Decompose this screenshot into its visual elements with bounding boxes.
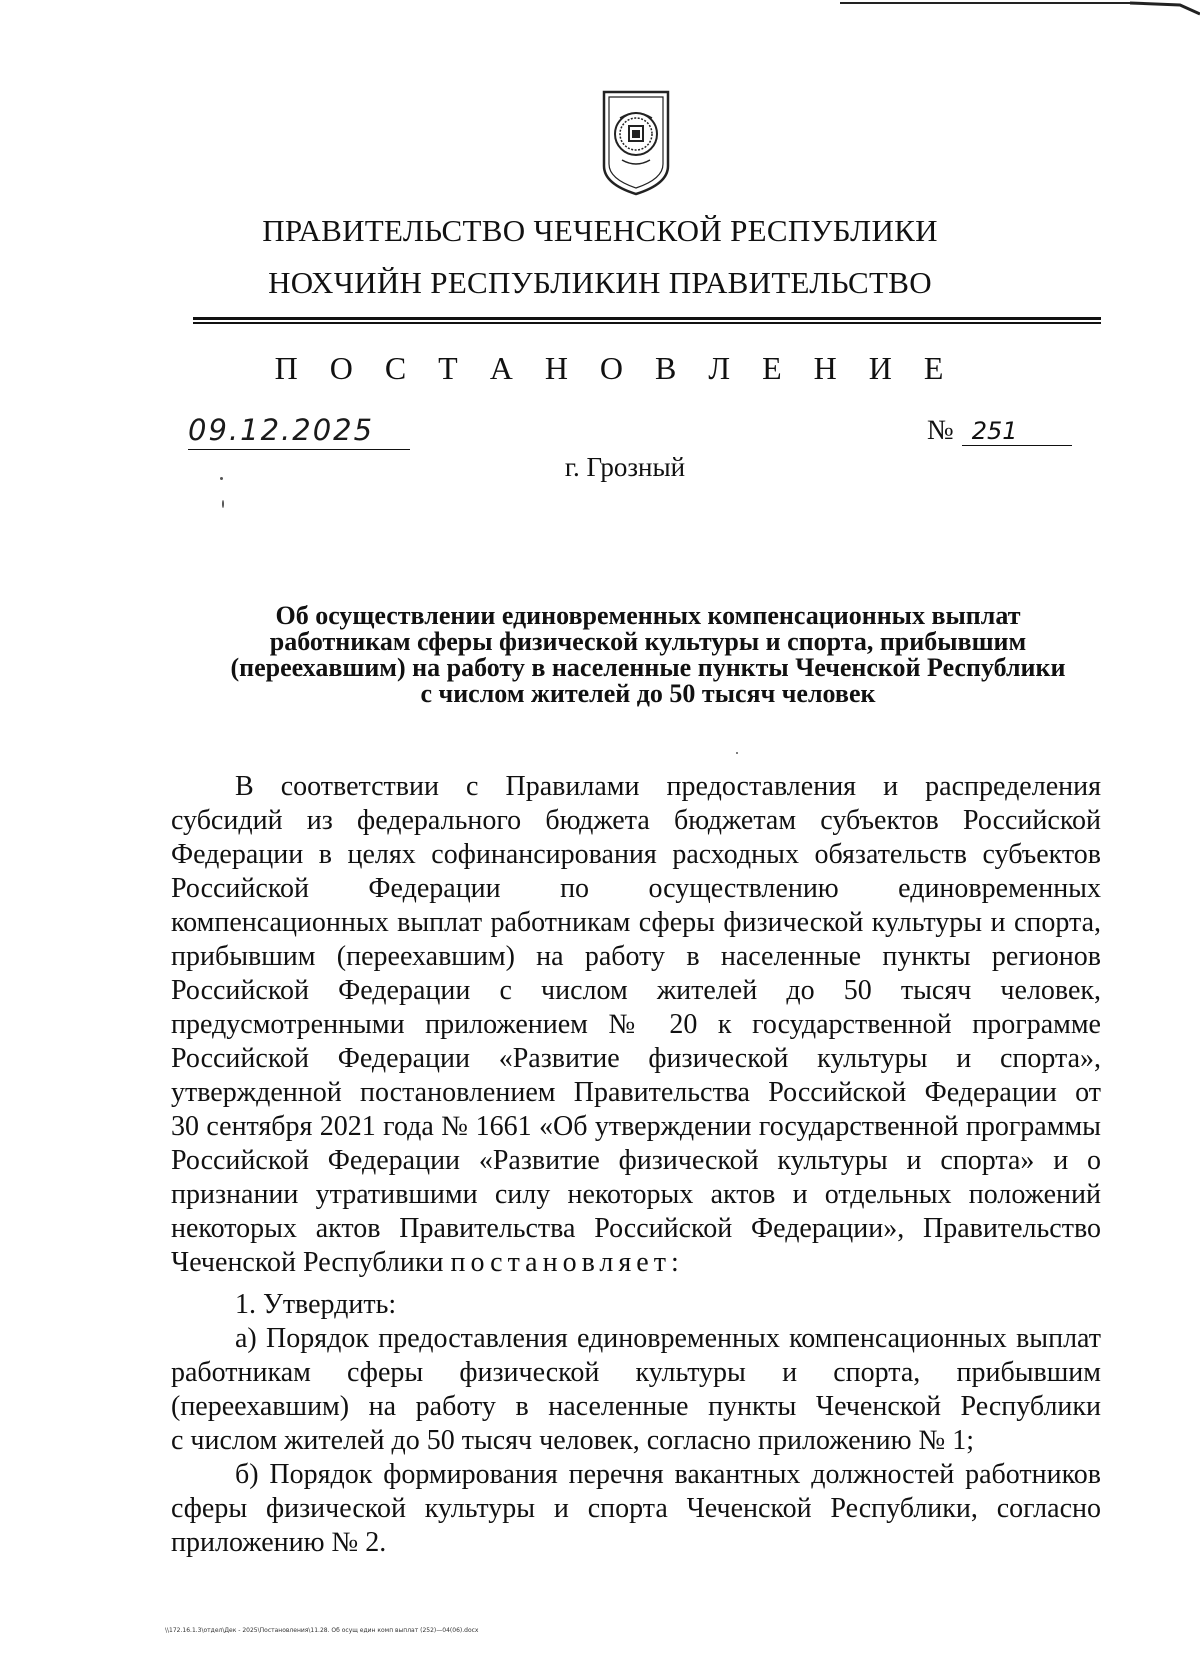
republic-name: Чеченской Республики — [171, 1247, 444, 1278]
scan-speck — [222, 500, 224, 508]
item-1-heading: 1. Утвердить: — [235, 1289, 397, 1320]
title-line: Об осуществлении единовременных компенсационных выплат — [275, 601, 1021, 630]
item-a — [171, 1322, 1101, 1458]
text-line: некоторых актов Правительства Российской Федерации», Правительство — [171, 1213, 1101, 1244]
resolves-word: постановляет: — [450, 1247, 684, 1278]
scan-speck — [736, 752, 738, 754]
text-line: с числом жителей до 50 тысяч человек, согласно приложению № 1; — [171, 1425, 975, 1456]
text-line: признании утратившими силу некоторых актов и отдельных положений — [171, 1179, 1101, 1210]
header-divider — [193, 317, 1101, 320]
title-line: работникам сферы физической культуры и спорта, прибывшим — [269, 627, 1027, 656]
item-b — [171, 1458, 1101, 1560]
document-type-heading: П О С Т А Н О В Л Е Н И Е — [274, 350, 956, 386]
document-date: 09.12.2025 — [188, 413, 410, 450]
text-line: Федерации в целях софинансирования расходных обязательств субъектов — [171, 839, 1101, 870]
text-line: приложению № 2. — [171, 1527, 387, 1558]
text-line: Российской Федерации «Развитие физической культуры и спорта», — [171, 1043, 1101, 1074]
text-line: сферы физической культуры и спорта Чеченской Республики, согласно — [171, 1493, 1101, 1524]
number-sign: № — [927, 415, 954, 446]
document-title — [193, 603, 1103, 707]
preamble-paragraph — [171, 770, 1101, 1280]
text-line: Российской Федерации «Развитие физической культуры и спорта» и о — [171, 1145, 1101, 1176]
text-line: работникам сферы физической культуры и спорта, прибывшим — [171, 1357, 1101, 1388]
document-number: 251 — [962, 417, 1072, 446]
text-line: прибывшим (переехавшим) на работу в населенные пункты регионов — [171, 941, 1101, 972]
document-number-block — [927, 415, 1072, 447]
title-line: с числом жителей до 50 тысяч человек — [420, 679, 876, 708]
document-city: г. Грозный — [564, 452, 686, 482]
title-line: (переехавшим) на работу в населенные пункты Чеченской Республики — [230, 653, 1066, 682]
text-line: Российской Федерации по осуществлению единовременных — [171, 873, 1101, 904]
text-line-final — [171, 1246, 1101, 1280]
item-1 — [171, 1288, 1101, 1322]
footer-file-path: \\172.16.1.3\отдел\Дек - 2025\Постановления\11.28. Об осущ един комп выплат (252)—04(06).docx — [165, 1627, 479, 1634]
text-line: а) Порядок предоставления единовременных компенсационных выплат — [235, 1323, 1101, 1354]
text-line: утвержденной постановлением Правительства Российской Федерации от — [171, 1077, 1101, 1108]
text-line: субсидий из федерального бюджета бюджетам субъектов Российской — [171, 805, 1101, 836]
text-line: компенсационных выплат работникам сферы физической культуры и спорта, — [171, 907, 1101, 938]
text-line: предусмотренными приложением № 20 к государственной программе — [171, 1009, 1101, 1040]
government-name-chechen: НОХЧИЙН РЕСПУБЛИКИН ПРАВИТЕЛЬСТВО — [268, 265, 932, 300]
government-name-russian: ПРАВИТЕЛЬСТВО ЧЕЧЕНСКОЙ РЕСПУБЛИКИ — [262, 213, 938, 248]
header-divider-thin — [193, 322, 1101, 324]
text-line: Российской Федерации с числом жителей до 50 тысяч человек, — [171, 975, 1101, 1006]
text-line: (переехавшим) на работу в населенные пункты Чеченской Республики — [171, 1391, 1101, 1422]
coat-of-arms-emblem — [600, 88, 672, 198]
scan-speck — [220, 477, 223, 480]
scan-edge-mark — [840, 0, 1200, 24]
text-line: б) Порядок формирования перечня вакантных должностей работников — [235, 1459, 1101, 1490]
text-line: 30 сентября 2021 года № 1661 «Об утверждении государственной программы — [171, 1111, 1101, 1142]
text-line: В соответствии с Правилами предоставления и распределения — [235, 771, 1101, 802]
